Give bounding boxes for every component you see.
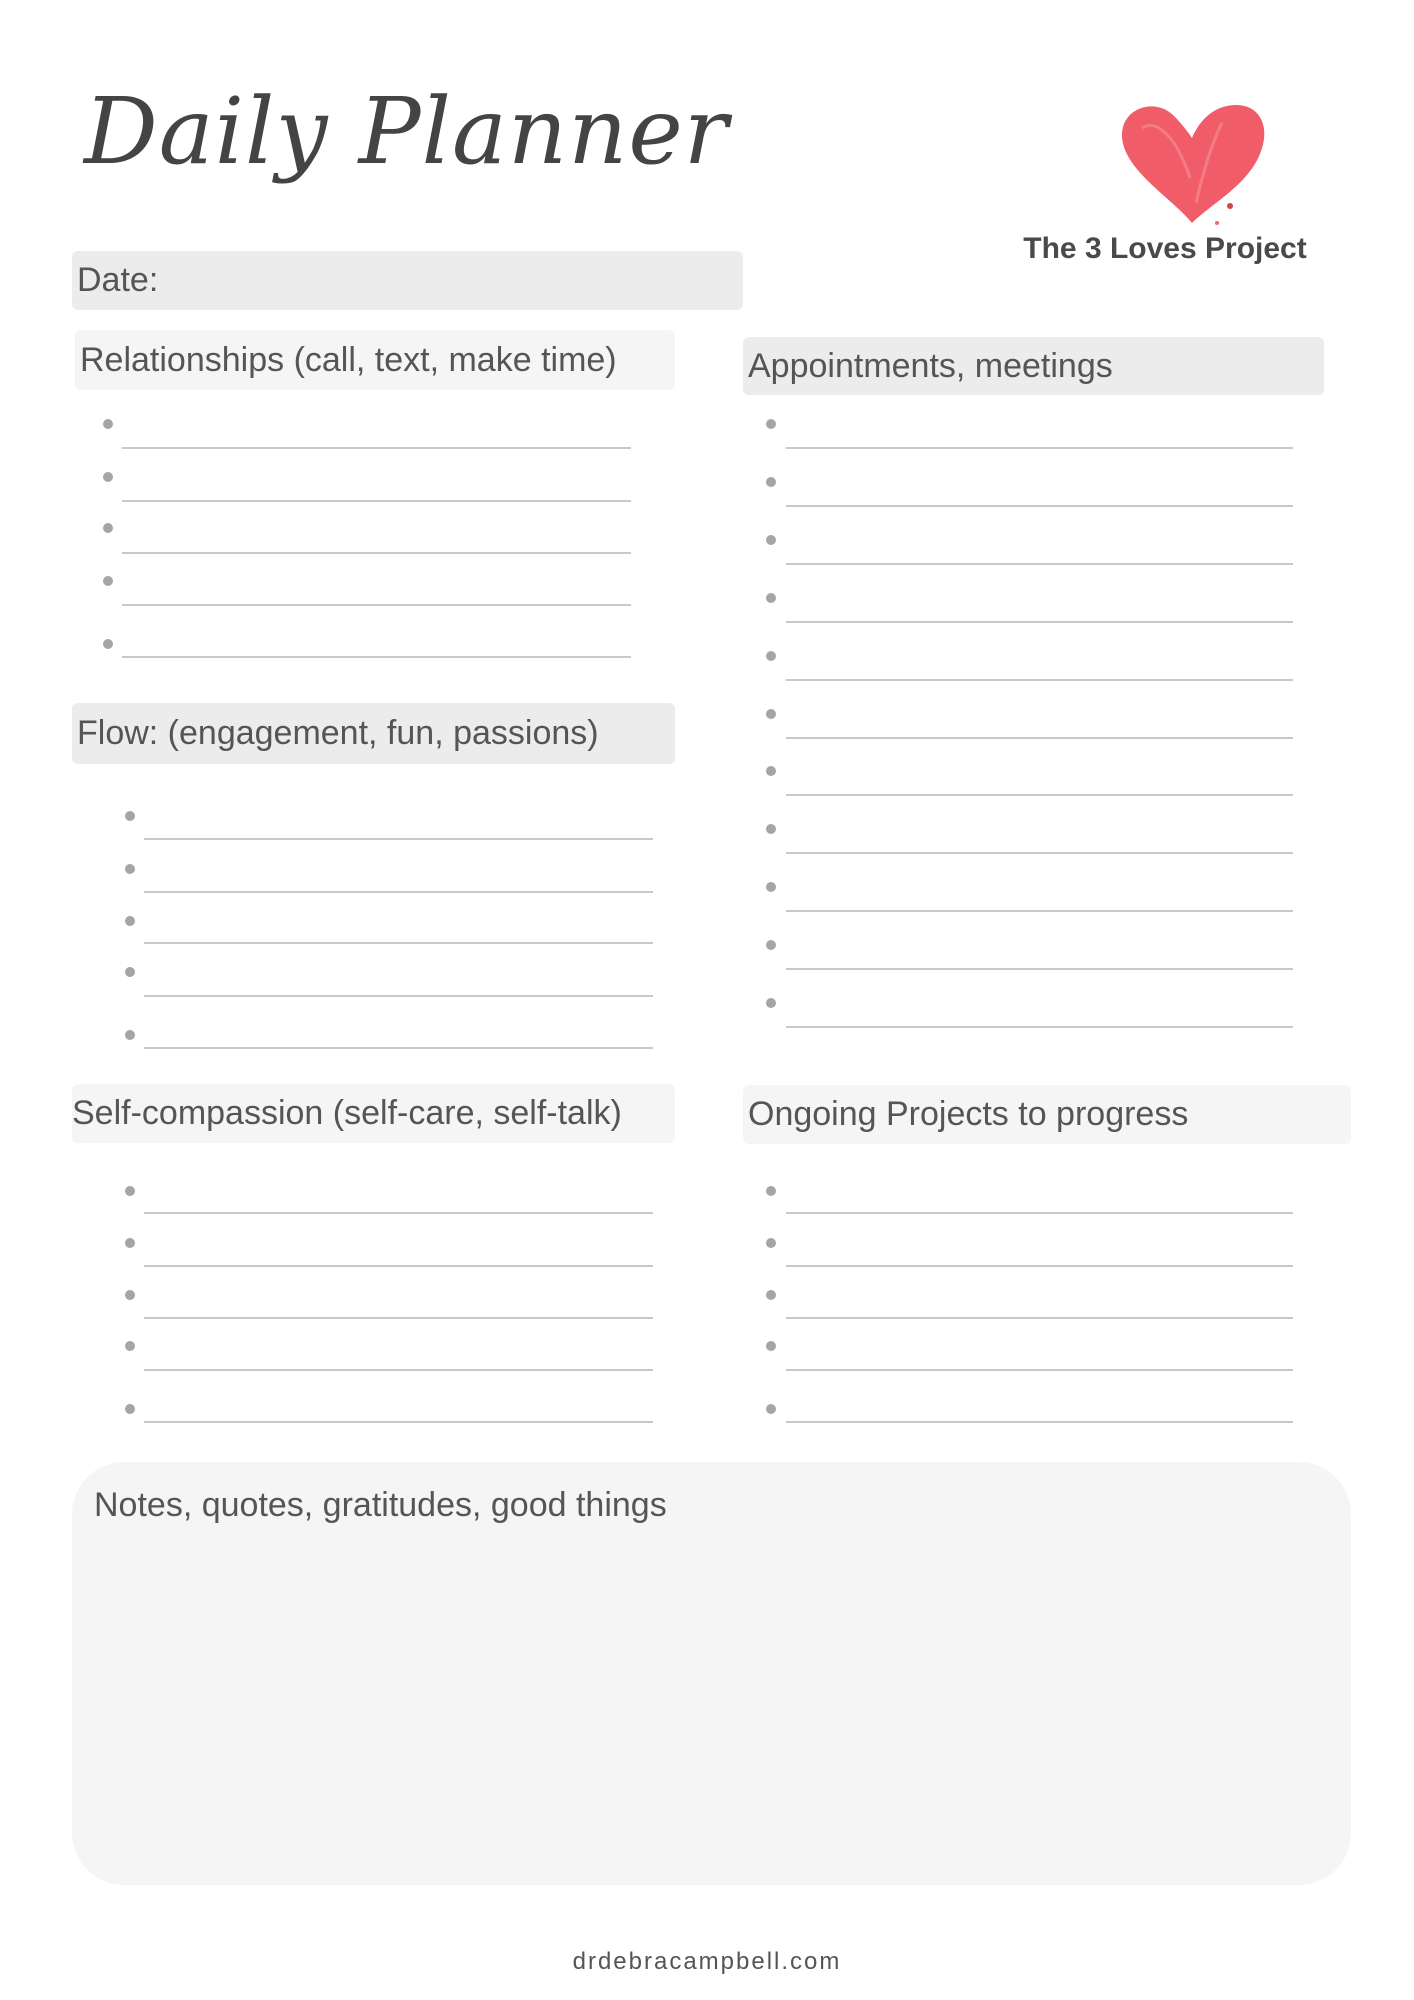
entry-line[interactable] xyxy=(144,1212,653,1214)
appointments-label: Appointments, meetings xyxy=(748,346,1113,385)
bullet-icon xyxy=(766,1404,776,1414)
bullet-icon xyxy=(103,472,113,482)
entry-line[interactable] xyxy=(144,995,653,997)
bullet-icon xyxy=(125,1404,135,1414)
entry-line[interactable] xyxy=(144,838,653,840)
appointments-header xyxy=(743,337,1324,395)
bullet-icon xyxy=(103,639,113,649)
flow-header xyxy=(72,703,675,764)
entry-line[interactable] xyxy=(786,968,1293,970)
entry-line[interactable] xyxy=(144,1265,653,1267)
entry-line[interactable] xyxy=(786,852,1293,854)
relationships-header xyxy=(75,330,675,390)
entry-line[interactable] xyxy=(786,1212,1293,1214)
entry-line[interactable] xyxy=(786,447,1293,449)
page-title: Daily Planner xyxy=(84,78,729,185)
entry-line[interactable] xyxy=(144,1047,653,1049)
entry-line[interactable] xyxy=(122,656,631,658)
entry-line[interactable] xyxy=(122,604,631,606)
date-field[interactable] xyxy=(72,251,743,310)
entry-line[interactable] xyxy=(786,505,1293,507)
bullet-icon xyxy=(103,523,113,533)
bullet-icon xyxy=(766,824,776,834)
entry-line[interactable] xyxy=(786,1369,1293,1371)
relationships-label: Relationships (call, text, make time) xyxy=(80,340,617,379)
bullet-icon xyxy=(766,593,776,603)
entry-line[interactable] xyxy=(786,910,1293,912)
footer-website: drdebracampbell.com xyxy=(572,1948,842,1975)
entry-line[interactable] xyxy=(122,447,631,449)
projects-header xyxy=(743,1085,1351,1144)
entry-line[interactable] xyxy=(122,552,631,554)
entry-line[interactable] xyxy=(786,1421,1293,1423)
bullet-icon xyxy=(766,1186,776,1196)
entry-line[interactable] xyxy=(144,1421,653,1423)
entry-line[interactable] xyxy=(144,891,653,893)
self-compassion-header xyxy=(72,1084,675,1143)
bullet-icon xyxy=(766,419,776,429)
bullet-icon xyxy=(766,535,776,545)
brand-name: The 3 Loves Project xyxy=(1023,232,1307,265)
flow-label: Flow: (engagement, fun, passions) xyxy=(77,714,599,752)
notes-label: Notes, quotes, gratitudes, good things xyxy=(94,1486,667,1524)
entry-line[interactable] xyxy=(786,1026,1293,1028)
bullet-icon xyxy=(766,651,776,661)
entry-line[interactable] xyxy=(786,737,1293,739)
notes-area[interactable] xyxy=(72,1462,1351,1885)
bullet-icon xyxy=(766,1341,776,1351)
bullet-icon xyxy=(125,1290,135,1300)
heart-icon xyxy=(1112,98,1272,233)
bullet-icon xyxy=(766,709,776,719)
entry-line[interactable] xyxy=(786,621,1293,623)
bullet-icon xyxy=(125,916,135,926)
bullet-icon xyxy=(103,576,113,586)
bullet-icon xyxy=(766,940,776,950)
bullet-icon xyxy=(766,882,776,892)
date-label: Date: xyxy=(77,261,159,299)
bullet-icon xyxy=(125,967,135,977)
entry-line[interactable] xyxy=(144,1317,653,1319)
entry-line[interactable] xyxy=(786,794,1293,796)
entry-line[interactable] xyxy=(144,1369,653,1371)
entry-line[interactable] xyxy=(786,679,1293,681)
bullet-icon xyxy=(125,1341,135,1351)
entry-line[interactable] xyxy=(786,1317,1293,1319)
bullet-icon xyxy=(125,864,135,874)
bullet-icon xyxy=(766,1290,776,1300)
projects-label: Ongoing Projects to progress xyxy=(748,1095,1189,1133)
self-compassion-label: Self-compassion (self-care, self-talk) xyxy=(72,1094,622,1132)
entry-line[interactable] xyxy=(144,942,653,944)
bullet-icon xyxy=(125,811,135,821)
bullet-icon xyxy=(125,1186,135,1196)
entry-line[interactable] xyxy=(786,1265,1293,1267)
bullet-icon xyxy=(766,766,776,776)
bullet-icon xyxy=(766,1238,776,1248)
bullet-icon xyxy=(766,998,776,1008)
entry-line[interactable] xyxy=(786,563,1293,565)
bullet-icon xyxy=(766,477,776,487)
bullet-icon xyxy=(125,1030,135,1040)
bullet-icon xyxy=(103,419,113,429)
entry-line[interactable] xyxy=(122,500,631,502)
bullet-icon xyxy=(125,1238,135,1248)
